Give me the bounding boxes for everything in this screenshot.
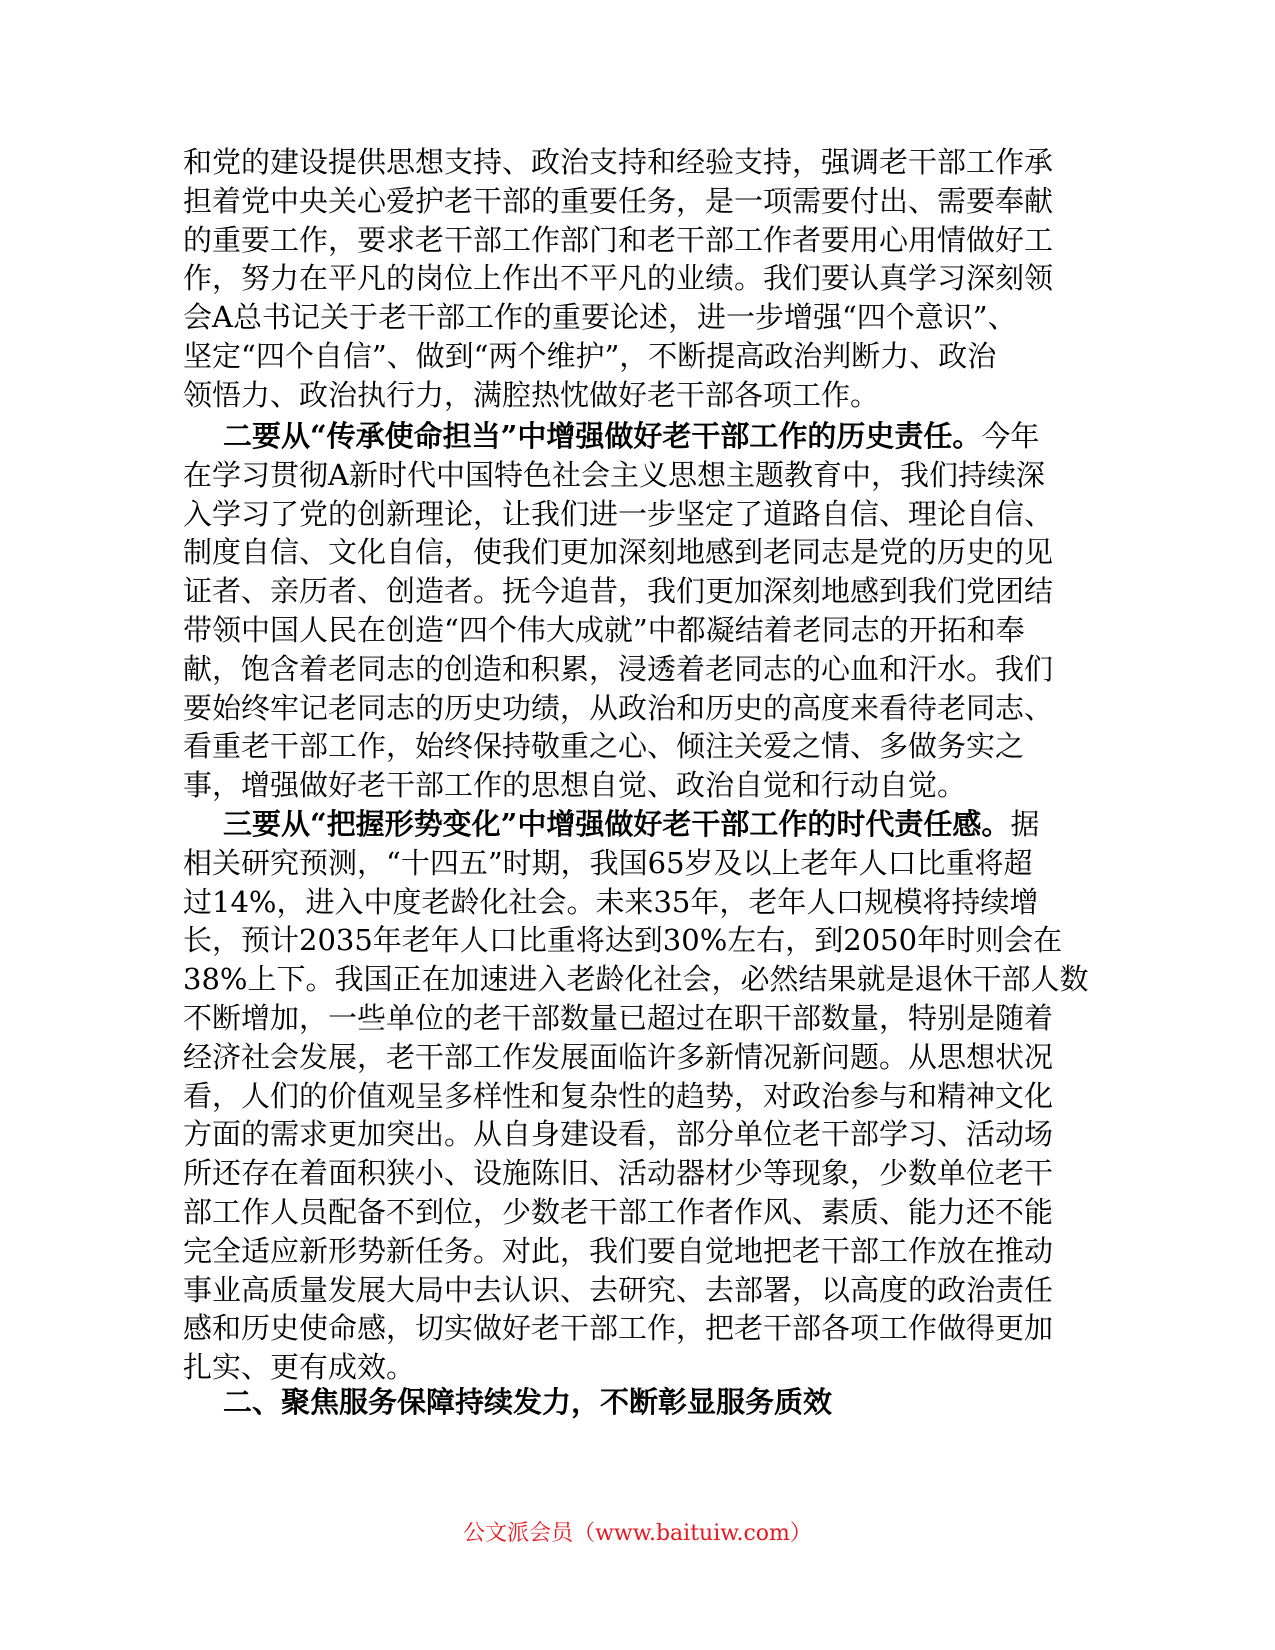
paragraph-2-line: 要始终牢记老同志的历史功绩，从政治和历史的高度来看待老同志、 bbox=[183, 690, 1054, 725]
paragraph-3-line: 方面的需求更加突出。从自身建设看，部分单位老干部学习、活动场 bbox=[183, 1117, 1054, 1152]
paragraph-1 bbox=[183, 143, 1083, 415]
paragraph-3-line: 过14%，进入中度老龄化社会。未来35年，老年人口规模将持续增 bbox=[183, 884, 1039, 919]
paragraph-3-line: 经济社会发展，老干部工作发展面临许多新情况新问题。从思想状况 bbox=[183, 1039, 1054, 1074]
paragraph-3-line: 感和历史使命感，切实做好老干部工作，把老干部各项工作做得更加 bbox=[183, 1311, 1054, 1346]
paragraph-2-line: 事，增强做好老干部工作的思想自觉、政治自觉和行动自觉。 bbox=[183, 768, 967, 803]
paragraph-2-line: 证者、亲历者、创造者。抚今追昔，我们更加深刻地感到我们党团结 bbox=[183, 574, 1054, 609]
paragraph-3-line: 看，人们的价值观呈多样性和复杂性的趋势，对政治参与和精神文化 bbox=[183, 1078, 1054, 1113]
paragraph-1-line: 会A总书记关于老干部工作的重要论述，进一步增强“四个意识”、 bbox=[183, 300, 1017, 335]
paragraph-1-line: 坚定“四个自信”、做到“两个维护”，不断提高政治判断力、政治 bbox=[183, 338, 997, 373]
paragraph-2-first-line bbox=[183, 417, 1083, 456]
paragraph-1-line: 领悟力、政治执行力，满腔热忱做好老干部各项工作。 bbox=[183, 377, 880, 412]
paragraph-3-first-line bbox=[183, 805, 1083, 844]
paragraph-3-line: 所还存在着面积狭小、设施陈旧、活动器材少等现象，少数单位老干 bbox=[183, 1156, 1054, 1191]
paragraph-2-line: 带领中国人民在创造“四个伟大成就”中都凝结着老同志的开拓和奉 bbox=[183, 612, 1025, 647]
paragraph-2-line: 制度自信、文化自信，使我们更加深刻地感到老同志是党的历史的见 bbox=[183, 535, 1054, 570]
paragraph-3-line: 部工作人员配备不到位，少数老干部工作者作风、素质、能力还不能 bbox=[183, 1194, 1054, 1229]
section-heading: 二、聚焦服务保障持续发力，不断彰显服务质效 bbox=[223, 1385, 833, 1419]
paragraph-2-line: 看重老干部工作，始终保持敬重之心、倾注关爱之情、多做务实之 bbox=[183, 729, 1025, 764]
paragraph-1-line: 的重要工作，要求老干部工作部门和老干部工作者要用心用情做好工 bbox=[183, 222, 1054, 257]
paragraph-3-line: 不断增加，一些单位的老干部数量已超过在职干部数量，特别是随着 bbox=[183, 1000, 1054, 1035]
paragraph-2 bbox=[183, 417, 1083, 805]
paragraph-3 bbox=[183, 805, 1089, 1387]
paragraph-1-line: 作，努力在平凡的岗位上作出不平凡的业绩。我们要认真学习深刻领 bbox=[183, 261, 1054, 296]
paragraph-2-line: 在学习贯彻A新时代中国特色社会主义思想主题教育中，我们持续深 bbox=[183, 457, 1045, 492]
paragraph-2-first-line-rest: 今年 bbox=[981, 419, 1040, 453]
paragraph-3-heading: 三要从“把握形势变化”中增强做好老干部工作的时代责任感。 bbox=[223, 807, 1011, 841]
paragraph-2-line: 献，饱含着老同志的创造和积累，浸透着老同志的心血和汗水。我们 bbox=[183, 651, 1054, 686]
paragraph-2-heading: 二要从“传承使命担当”中增强做好老干部工作的历史责任。 bbox=[223, 419, 982, 453]
paragraph-2-line: 入学习了党的创新理论，让我们进一步坚定了道路自信、理论自信、 bbox=[183, 496, 1054, 531]
paragraph-3-line: 完全适应新形势新任务。对此，我们要自觉地把老干部工作放在推动 bbox=[183, 1233, 1054, 1268]
paragraph-1-line: 和党的建设提供思想支持、政治支持和经验支持，强调老干部工作承 bbox=[183, 145, 1054, 179]
paragraph-3-first-line-rest: 据 bbox=[1010, 807, 1040, 841]
paragraph-3-line: 长，预计2035年老年人口比重将达到30%左右，到2050年时则会在 bbox=[183, 923, 1063, 958]
paragraph-1-line: 担着党中央关心爱护老干部的重要任务，是一项需要付出、需要奉献 bbox=[183, 183, 1054, 218]
paragraph-3-line: 38%上下。我国正在加速进入老龄化社会，必然结果就是退休干部人数 bbox=[183, 962, 1089, 997]
section-heading-block bbox=[183, 1383, 1083, 1422]
paragraph-3-line: 扎实、更有成效。 bbox=[183, 1350, 416, 1385]
paragraph-3-line: 事业高质量发展大局中去认识、去研究、去部署，以高度的政治责任 bbox=[183, 1272, 1054, 1307]
paragraph-3-line: 相关研究预测，“十四五”时期，我国65岁及以上老年人口比重将超 bbox=[183, 845, 1033, 880]
footer-watermark[interactable]: 公文派会员（www.baituiw.com） bbox=[463, 1521, 812, 1546]
